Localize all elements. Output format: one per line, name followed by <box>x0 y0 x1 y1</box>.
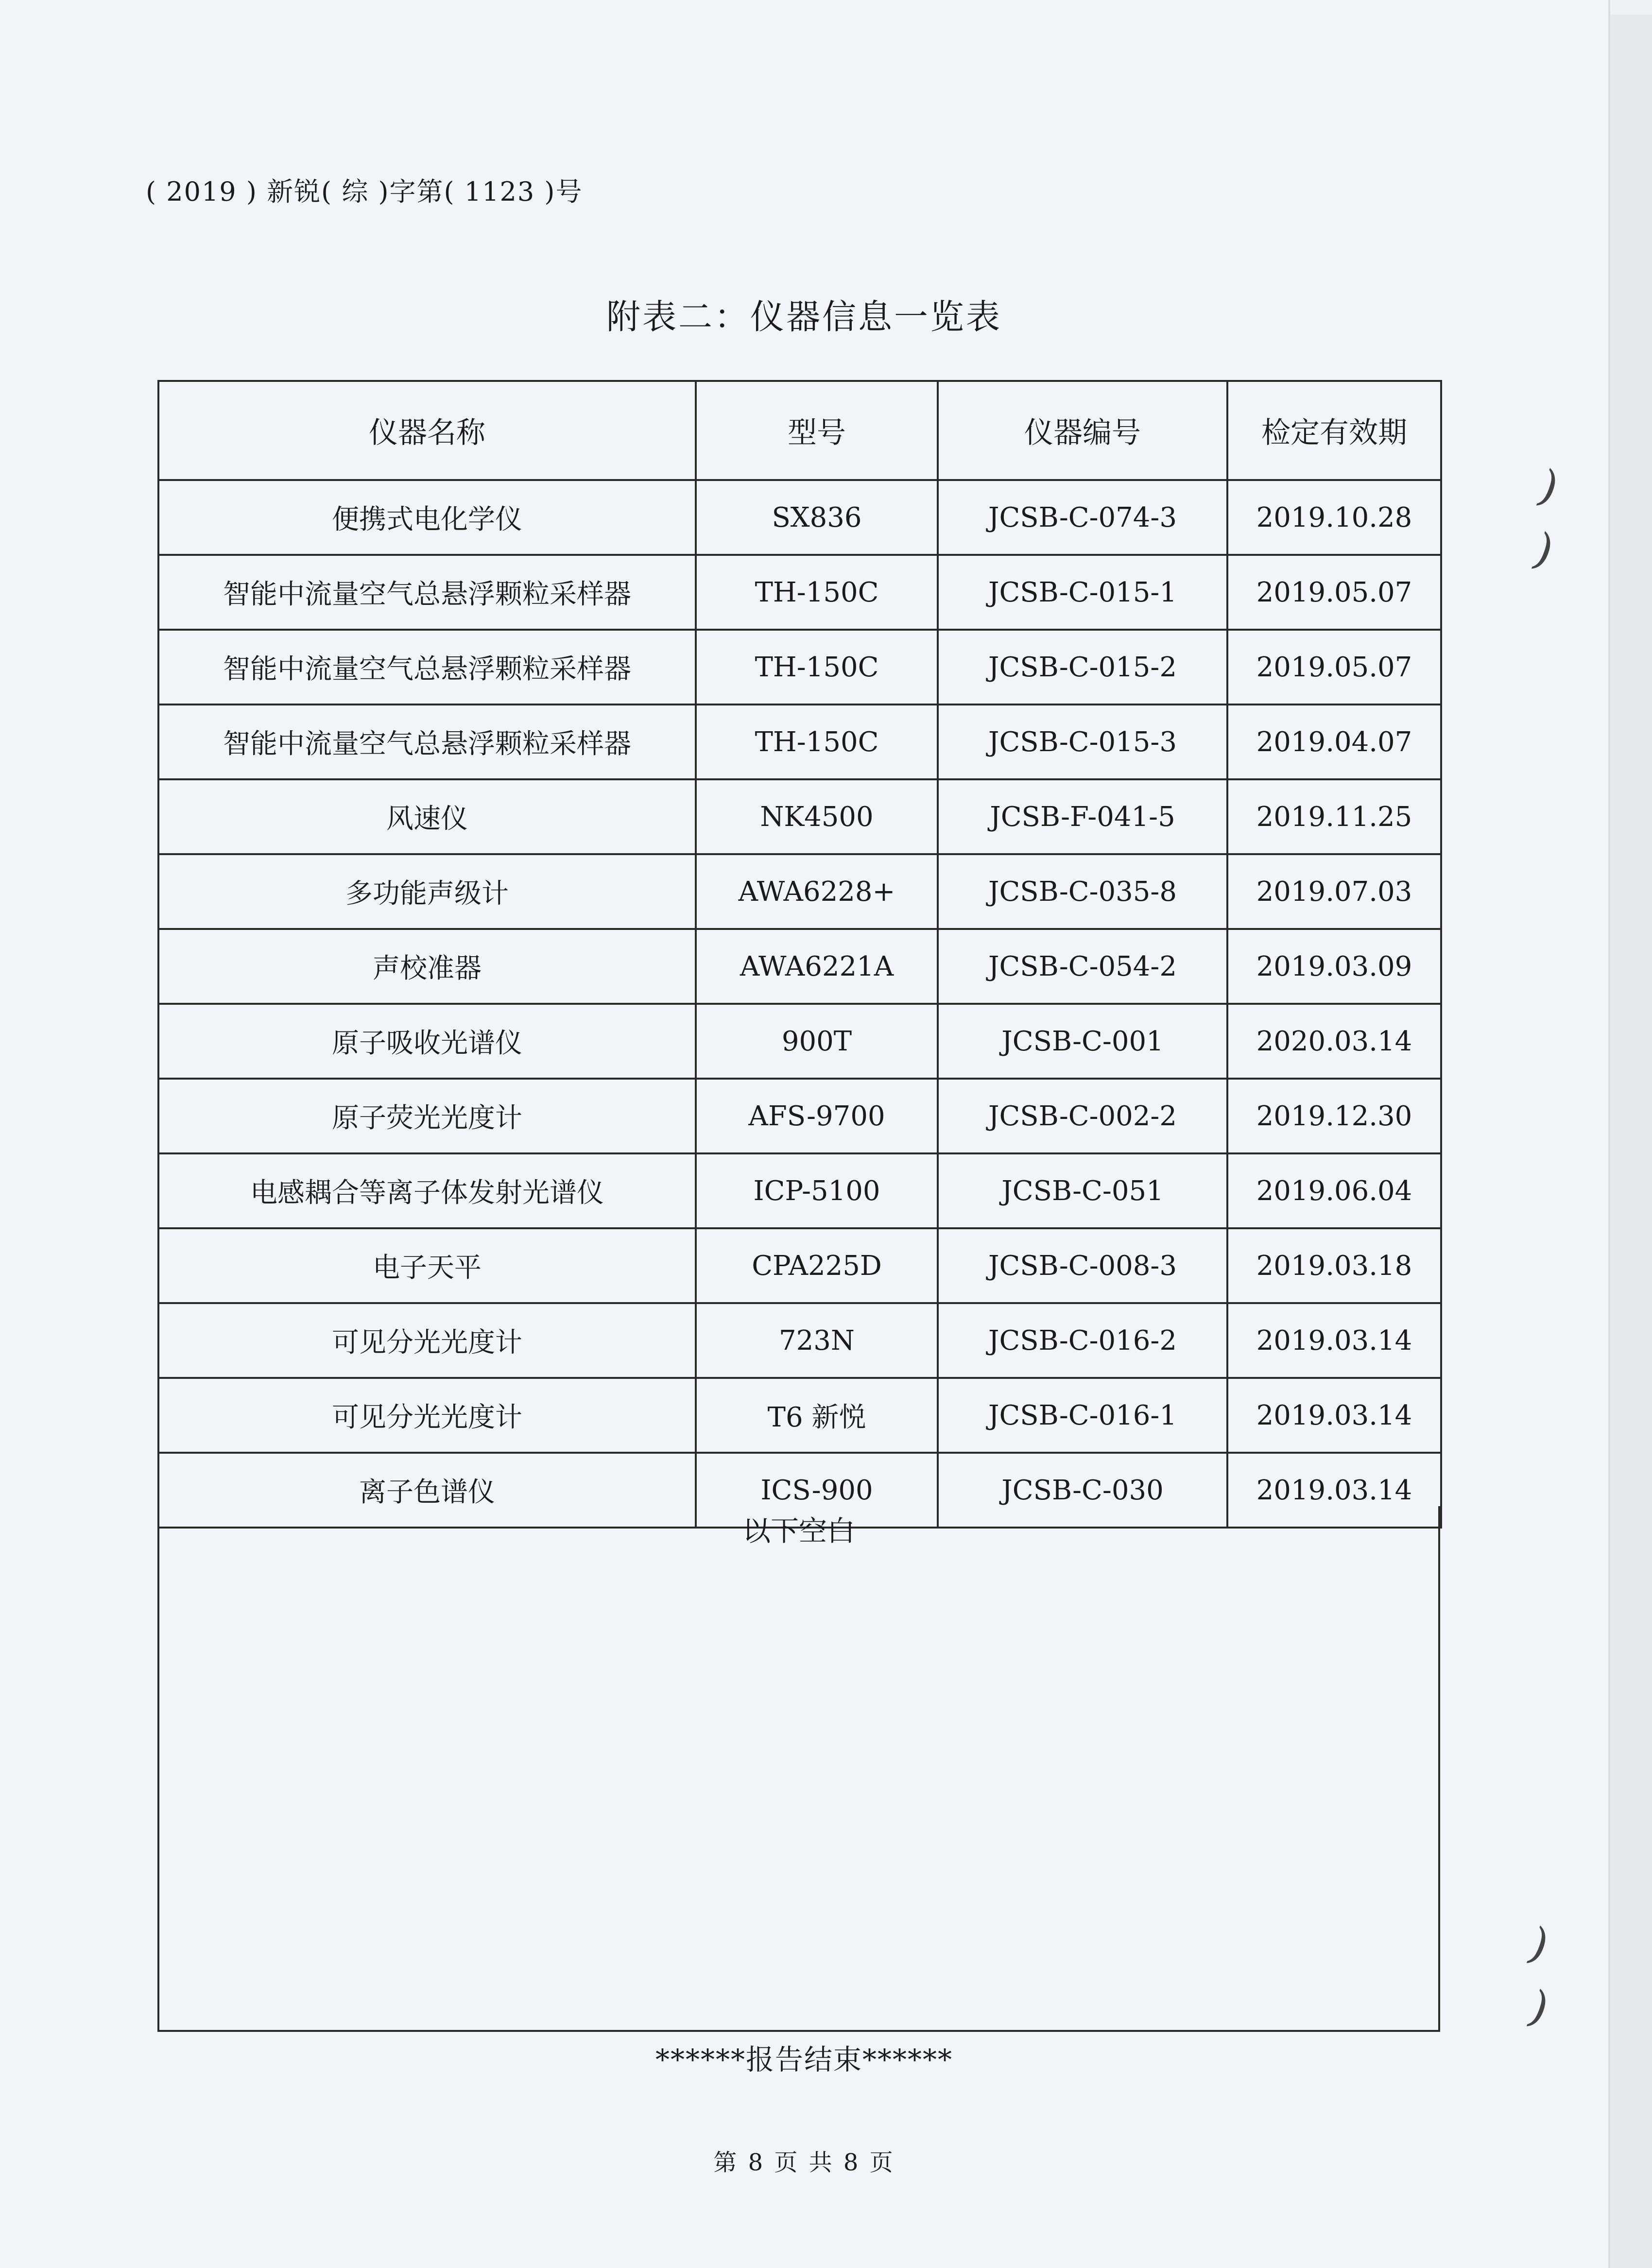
report-mid: )字第( <box>378 176 455 207</box>
report-end-note: ******报告结束****** <box>655 2043 953 2076</box>
cell-valid: 2019.05.07 <box>1227 555 1441 630</box>
table-row <box>158 555 1441 630</box>
cell-valid: 2019.04.07 <box>1227 704 1441 779</box>
header-model: 型号 <box>696 381 938 480</box>
cell-model: TH-150C <box>696 630 938 704</box>
cell-valid: 2019.06.04 <box>1227 1153 1441 1228</box>
binder-mark: ) <box>1522 1918 1556 1972</box>
blank-area <box>157 1506 1440 2032</box>
cell-name: 可见分光光度计 <box>158 1303 696 1378</box>
cell-id: JCSB-C-002-2 <box>938 1079 1227 1153</box>
table-row <box>158 1228 1441 1303</box>
table-row <box>158 1303 1441 1378</box>
cell-name: 智能中流量空气总悬浮颗粒采样器 <box>158 555 696 630</box>
binder-mark: ) <box>1532 460 1566 514</box>
cell-name: 智能中流量空气总悬浮颗粒采样器 <box>158 630 696 704</box>
cell-model: TH-150C <box>696 555 938 630</box>
header-valid: 检定有效期 <box>1227 381 1441 480</box>
cell-model: AWA6221A <box>696 929 938 1004</box>
cell-name: 电子天平 <box>158 1228 696 1303</box>
table-row <box>158 630 1441 704</box>
table-row <box>158 854 1441 929</box>
page-edge <box>1610 15 1652 2268</box>
report-category: 综 <box>342 176 369 207</box>
cell-valid: 2019.03.14 <box>1227 1453 1441 1528</box>
cell-valid: 2019.03.18 <box>1227 1228 1441 1303</box>
cell-id: JCSB-C-008-3 <box>938 1228 1227 1303</box>
cell-name: 多功能声级计 <box>158 854 696 929</box>
cell-valid: 2020.03.14 <box>1227 1004 1441 1079</box>
cell-name: 原子吸收光谱仪 <box>158 1004 696 1079</box>
table-row <box>158 1079 1441 1153</box>
cell-id: JCSB-C-016-2 <box>938 1303 1227 1378</box>
report-year: ( 2019 ) <box>146 176 258 207</box>
cell-valid: 2019.03.14 <box>1227 1378 1441 1453</box>
table-row <box>158 1004 1441 1079</box>
binder-mark: ) <box>1527 523 1561 577</box>
cell-id: JCSB-C-074-3 <box>938 480 1227 555</box>
cell-name: 可见分光光度计 <box>158 1378 696 1453</box>
cell-model: SX836 <box>696 480 938 555</box>
header-name: 仪器名称 <box>158 381 696 480</box>
cell-id: JCSB-C-035-8 <box>938 854 1227 929</box>
table-header-row <box>158 381 1441 480</box>
cell-name: 电感耦合等离子体发射光谱仪 <box>158 1153 696 1228</box>
cell-valid: 2019.07.03 <box>1227 854 1441 929</box>
cell-model: AFS-9700 <box>696 1079 938 1153</box>
cell-model: ICS-900 <box>696 1453 938 1528</box>
cell-model: NK4500 <box>696 779 938 854</box>
cell-model: ICP-5100 <box>696 1153 938 1228</box>
table-row <box>158 1378 1441 1453</box>
cell-model: CPA225D <box>696 1228 938 1303</box>
table-row <box>158 480 1441 555</box>
binder-mark: ) <box>1522 1981 1556 2035</box>
page-number: 第 8 页 共 8 页 <box>713 2149 895 2176</box>
table-row <box>158 704 1441 779</box>
cell-id: JCSB-C-015-3 <box>938 704 1227 779</box>
cell-model: TH-150C <box>696 704 938 779</box>
cell-valid: 2019.03.09 <box>1227 929 1441 1004</box>
blank-note: 以下空白 <box>742 1514 855 1547</box>
cell-name: 声校准器 <box>158 929 696 1004</box>
cell-id: JCSB-C-051 <box>938 1153 1227 1228</box>
cell-model: T6 新悦 <box>696 1378 938 1453</box>
table-row <box>158 779 1441 854</box>
page-title: 附表二：仪器信息一览表 <box>606 297 1002 337</box>
cell-model: 723N <box>696 1303 938 1378</box>
cell-valid: 2019.12.30 <box>1227 1079 1441 1153</box>
cell-id: JCSB-C-001 <box>938 1004 1227 1079</box>
cell-name: 原子荧光光度计 <box>158 1079 696 1153</box>
cell-id: JCSB-C-015-1 <box>938 555 1227 630</box>
cell-name: 风速仪 <box>158 779 696 854</box>
cell-id: JCSB-F-041-5 <box>938 779 1227 854</box>
report-number <box>146 171 583 208</box>
cell-id: JCSB-C-054-2 <box>938 929 1227 1004</box>
cell-name: 离子色谱仪 <box>158 1453 696 1528</box>
cell-valid: 2019.11.25 <box>1227 779 1441 854</box>
cell-id: JCSB-C-030 <box>938 1453 1227 1528</box>
cell-model: AWA6228+ <box>696 854 938 929</box>
cell-id: JCSB-C-016-1 <box>938 1378 1227 1453</box>
report-serial: 1123 <box>464 176 535 207</box>
cell-valid: 2019.05.07 <box>1227 630 1441 704</box>
cell-model: 900T <box>696 1004 938 1079</box>
header-id: 仪器编号 <box>938 381 1227 480</box>
cell-name: 便携式电化学仪 <box>158 480 696 555</box>
instrument-table <box>157 380 1442 1529</box>
cell-id: JCSB-C-015-2 <box>938 630 1227 704</box>
cell-name: 智能中流量空气总悬浮颗粒采样器 <box>158 704 696 779</box>
cell-valid: 2019.03.14 <box>1227 1303 1441 1378</box>
table-row <box>158 929 1441 1004</box>
cell-valid: 2019.10.28 <box>1227 480 1441 555</box>
report-suffix: )号 <box>544 176 583 207</box>
report-org: 新锐( <box>267 176 333 207</box>
table-row <box>158 1153 1441 1228</box>
